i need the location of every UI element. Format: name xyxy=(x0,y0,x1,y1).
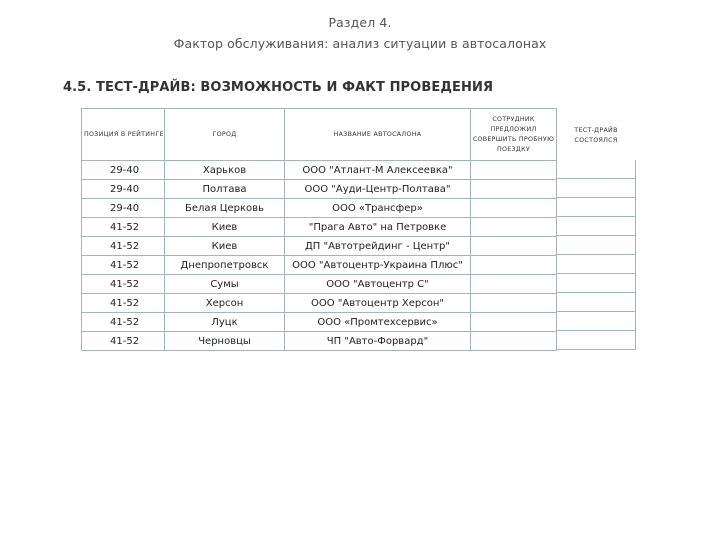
cell-position: 41-52 xyxy=(82,275,165,294)
cell-position: 41-52 xyxy=(82,256,165,275)
cell-dealer: ООО «Трансфер» xyxy=(285,199,471,218)
cell-offered xyxy=(471,237,557,256)
cell-dealer: ООО "Атлант-М Алексеевка" xyxy=(285,161,471,180)
cell-city: Киев xyxy=(165,237,285,256)
table-header-row xyxy=(82,109,557,161)
table-row xyxy=(82,237,557,256)
table-row xyxy=(82,161,557,180)
cell-city: Черновцы xyxy=(165,332,285,351)
cell-dealer: ООО "Автоцентр-Украина Плюс" xyxy=(285,256,471,275)
column-header-city: ГОРОД xyxy=(165,109,285,161)
cell-position: 29-40 xyxy=(82,180,165,199)
cell-done xyxy=(556,236,636,255)
table-body xyxy=(82,109,557,351)
section-title: 4.5. ТЕСТ-ДРАЙВ: ВОЗМОЖНОСТЬ И ФАКТ ПРОВЕДЕНИЯ xyxy=(63,80,494,95)
section-label: Раздел 4. xyxy=(328,15,392,30)
table-row xyxy=(82,180,557,199)
table-row xyxy=(82,294,557,313)
cell-dealer: ДП "Автотрейдинг - Центр" xyxy=(285,237,471,256)
table-row xyxy=(82,199,557,218)
column-header-position: ПОЗИЦИЯ В РЕЙТИНГЕ xyxy=(82,109,165,161)
cell-offered xyxy=(471,161,557,180)
cell-dealer: ООО "Автоцентр Херсон" xyxy=(285,294,471,313)
test-drive-table xyxy=(81,108,557,351)
cell-position: 41-52 xyxy=(82,294,165,313)
cell-done xyxy=(556,160,636,179)
cell-done xyxy=(556,198,636,217)
cell-dealer: ООО "Автоцентр С" xyxy=(285,275,471,294)
cell-done xyxy=(556,274,636,293)
cell-position: 41-52 xyxy=(82,313,165,332)
cell-city: Белая Церковь xyxy=(165,199,285,218)
cell-offered xyxy=(471,256,557,275)
column-header-offered: СОТРУДНИК ПРЕДЛОЖИЛ СОВЕРШИТЬ ПРОБНУЮ ПОЕЗДКУ xyxy=(471,109,557,161)
cell-dealer: ООО "Ауди-Центр-Полтава" xyxy=(285,180,471,199)
cell-city: Днепропетровск xyxy=(165,256,285,275)
cell-offered xyxy=(471,275,557,294)
cell-offered xyxy=(471,294,557,313)
table-row xyxy=(82,275,557,294)
table-row xyxy=(82,218,557,237)
cell-offered xyxy=(471,313,557,332)
table-row xyxy=(82,313,557,332)
cell-done xyxy=(556,217,636,236)
cell-position: 29-40 xyxy=(82,199,165,218)
cell-done xyxy=(556,293,636,312)
done-column xyxy=(556,160,636,350)
cell-done xyxy=(556,179,636,198)
cell-offered xyxy=(471,180,557,199)
cell-position: 41-52 xyxy=(82,237,165,256)
cell-position: 29-40 xyxy=(82,161,165,180)
cell-done xyxy=(556,312,636,331)
cell-dealer: "Прага Авто" на Петровке xyxy=(285,218,471,237)
cell-dealer: ООО «Промтехсервис» xyxy=(285,313,471,332)
cell-position: 41-52 xyxy=(82,218,165,237)
column-header-done: ТЕСТ-ДРАЙВ СОСТОЯЛСЯ xyxy=(574,127,618,144)
column-header-dealer: НАЗВАНИЕ АВТОСАЛОНА xyxy=(285,109,471,161)
table-row xyxy=(82,256,557,275)
table-row xyxy=(82,332,557,351)
cell-done xyxy=(556,331,636,350)
page-header xyxy=(0,12,720,54)
cell-city: Сумы xyxy=(165,275,285,294)
cell-offered xyxy=(471,218,557,237)
cell-city: Киев xyxy=(165,218,285,237)
section-subtitle: Фактор обслуживания: анализ ситуации в автосалонах xyxy=(173,36,547,51)
cell-city: Херсон xyxy=(165,294,285,313)
cell-city: Харьков xyxy=(165,161,285,180)
cell-position: 41-52 xyxy=(82,332,165,351)
cell-city: Полтава xyxy=(165,180,285,199)
cell-dealer: ЧП "Авто-Форвард" xyxy=(285,332,471,351)
cell-offered xyxy=(471,199,557,218)
cell-done xyxy=(556,255,636,274)
cell-city: Луцк xyxy=(165,313,285,332)
cell-offered xyxy=(471,332,557,351)
